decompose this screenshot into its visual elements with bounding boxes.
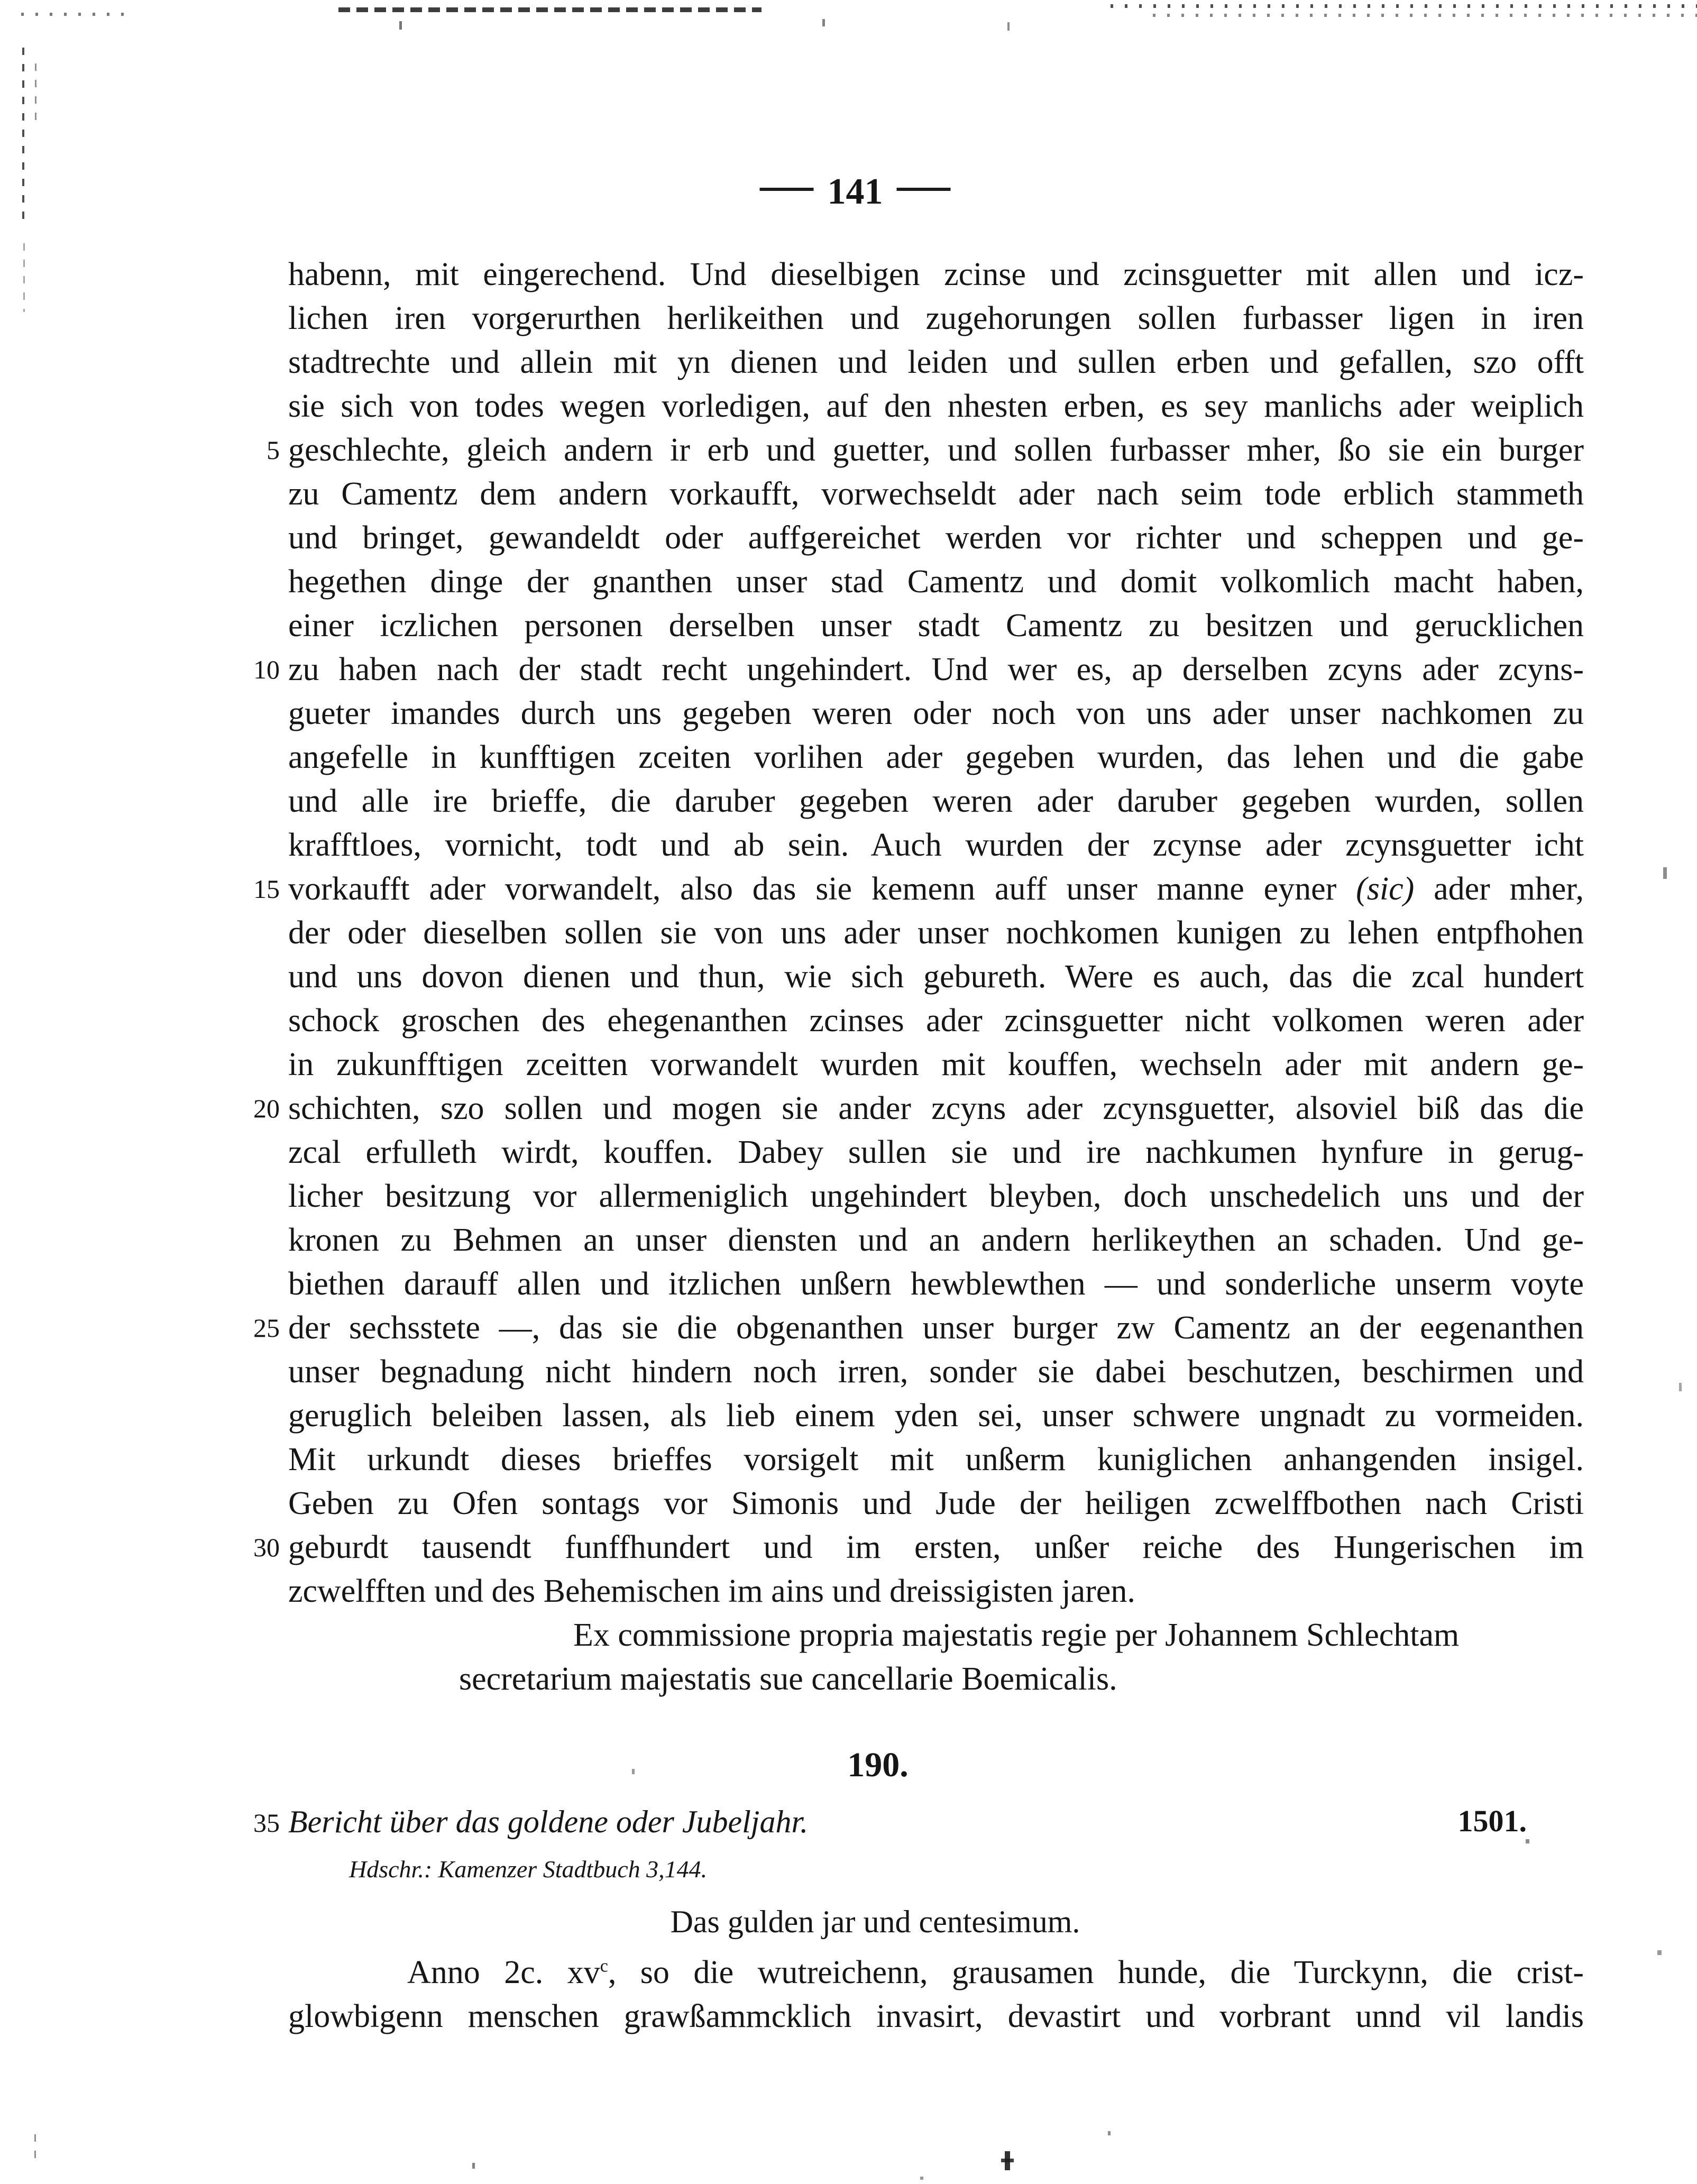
entry-paragraph (288, 1950, 1584, 2038)
line-text: der sechsstete —, das sie die obgenanthen unser burger zw Camentz an der eegenanthen (288, 1310, 1584, 1346)
text-line (288, 823, 1584, 867)
line-text: vorkaufft ader vorwandelt, also das sie kemenn auff unser manne eyner (288, 871, 1356, 907)
scan-artifact (35, 63, 36, 122)
entry-year: 1501. (1457, 1804, 1527, 1838)
text-line (288, 779, 1584, 823)
line-text: lichen iren vorgerurthen herlikeithen und zugehorungen sollen furbasser ligen in iren (288, 300, 1584, 336)
text-line (288, 1218, 1584, 1262)
entry-source: Hdschr.: Kamenzer Stadtbuch 3,144. (349, 1856, 708, 1883)
line-text: zcwelfften und des Behemischen im ains und dreissigisten jaren. (288, 1573, 1135, 1609)
scan-artifact (1111, 4, 1697, 8)
line-text: geburdt tausendt funffhundert und im ersten, unßer reiche des Hungerischen im (288, 1529, 1584, 1565)
line-text: zcal erfulleth wirdt, kouffen. Dabey sullen sie und ire nachkumen hynfure in gerug- (288, 1134, 1584, 1170)
line-text: schock groschen des ehegenanthen zcinses ader zcinsguetter nicht volkomen weren ader (288, 1003, 1584, 1039)
charter-text-block (253, 253, 1584, 1701)
line-text: sie sich von todes wegen vorledigen, auf den nhesten erben, es sey manlichs ader weiplich (288, 388, 1584, 424)
scan-artifact (1007, 22, 1010, 31)
scan-artifact (399, 21, 402, 30)
signature-text: secretarium majestatis sue cancellarie Boemicalis. (459, 1661, 1117, 1697)
page-header (746, 173, 965, 210)
scan-artifact (632, 1769, 635, 1774)
text-line (288, 1262, 1584, 1306)
line-text: Geben zu Ofen sontags vor Simonis und Jude der heiligen zcwelffbothen nach Cristi (288, 1485, 1584, 1521)
text-line (288, 955, 1584, 999)
scan-artifact (34, 2134, 36, 2159)
line-number: 10 (253, 655, 280, 684)
text-line (267, 428, 1584, 472)
text-line (288, 384, 1584, 428)
line-number: 15 (253, 874, 280, 904)
line-text: Anno 2c. xv (407, 1954, 600, 1990)
text-line (288, 1950, 1584, 1994)
text-line (288, 1043, 1584, 1087)
signature-line (288, 1613, 1584, 1657)
scan-artifact (1657, 1950, 1662, 1955)
line-text: in zukunfftigen zceitten vorwandelt wurden mit kouffen, wechseln ader mit andern ge- (288, 1047, 1584, 1082)
entry-heading: 190. (847, 1746, 909, 1784)
line-text: geruglich beleiben lassen, als lieb einem yden sei, unser schwere ungnadt zu vormeiden. (288, 1398, 1584, 1434)
scan-artifact (920, 2177, 923, 2180)
entry-line-number: 35 (253, 1808, 280, 1838)
text-line (253, 1306, 1584, 1350)
line-text: zu haben nach der stadt recht ungehindert. Und wer es, ap derselben zcyns ader zcyns- (288, 651, 1584, 687)
scan-artifact (22, 48, 24, 222)
line-text: kronen zu Behmen an unser diensten und an andern herlikeythen an schaden. Und ge- (288, 1222, 1584, 1258)
scan-artifact (23, 243, 25, 312)
text-line (288, 911, 1584, 955)
text-line (288, 516, 1584, 560)
scan-artifact (1679, 1383, 1682, 1391)
text-line (288, 1994, 1584, 2038)
line-text: zu Camentz dem andern vorkaufft, vorwechseldt ader nach seim tode erblich stammeth (288, 476, 1584, 512)
line-text: und alle ire brieffe, die daruber gegeben weren ader daruber gegeben wurden, sollen (288, 783, 1584, 819)
text-line (253, 867, 1584, 911)
scan-artifact (338, 7, 762, 12)
line-text: und bringet, gewandeldt oder auffgereichet werden vor richter und scheppen und ge- (288, 520, 1584, 556)
text-line (288, 1482, 1584, 1526)
line-number: 25 (253, 1313, 280, 1343)
text-line (288, 999, 1584, 1043)
line-text: geschlechte, gleich andern ir erb und guetter, und sollen furbasser mher, ßo sie ein burger (288, 432, 1584, 468)
line-text: der oder dieselben sollen sie von uns ader unser nochkomen kunigen zu lehen entpfhohen (288, 915, 1584, 951)
header-rule-left (760, 188, 814, 191)
line-text: einer iczlichen personen derselben unser stadt Camentz zu besitzen und gerucklichen (288, 608, 1584, 644)
line-number: 20 (253, 1094, 280, 1123)
line-text: licher besitzung vor allermeniglich ungehindert bleyben, doch unschedelich uns und der (288, 1178, 1584, 1214)
text-line (288, 736, 1584, 779)
line-text: stadtrechte und allein mit yn dienen und leiden und sullen erben und gefallen, szo offt (288, 344, 1584, 380)
scan-artifact (21, 13, 132, 16)
signature-line (288, 1657, 1584, 1701)
line-number: 5 (267, 435, 280, 465)
text-line (288, 1350, 1584, 1394)
line-text: hegethen dinge der gnanthen unser stad Camentz und domit volkomlich macht haben, (288, 564, 1584, 600)
line-text: , so die wutreichenn, grausamen hunde, die Turckynn, die crist- (608, 1954, 1584, 1990)
text-line (288, 1131, 1584, 1174)
header-rule-right (897, 188, 951, 191)
text-line (288, 1174, 1584, 1218)
line-text: habenn, mit eingerechend. Und dieselbigen zcinse und zcinsguetter mit allen und icz- (288, 256, 1584, 292)
text-line (288, 253, 1584, 297)
line-text: und uns dovon dienen und thun, wie sich gebureth. Were es auch, das die zcal hundert (288, 959, 1584, 995)
line-text: Mit urkundt dieses brieffes vorsigelt mit unßerm kuniglichen anhangenden insigel. (288, 1442, 1584, 1478)
scan-artifact (822, 19, 825, 26)
line-text: ader mher, (1414, 871, 1584, 907)
sic-marker: (sic) (1356, 871, 1415, 907)
line-number: 30 (253, 1533, 280, 1562)
text-line (288, 692, 1584, 736)
text-line (288, 1394, 1584, 1438)
line-text: angefelle in kunfftigen zceiten vorlihen ader gegeben wurden, das lehen und die gabe (288, 739, 1584, 775)
text-line (288, 472, 1584, 516)
line-text: krafftloes, vornicht, todt und ab sein. Auch wurden der zcynse ader zcynsguetter icht (288, 827, 1584, 863)
text-line (288, 604, 1584, 648)
scan-artifact (1153, 14, 1697, 17)
text-line (253, 1526, 1584, 1570)
signature-text: Ex commissione propria majestatis regie per Johannem Schlechtam (573, 1617, 1460, 1653)
scan-artifact (1526, 1839, 1529, 1843)
scan-artifact (1108, 2131, 1111, 2135)
superscript-c: c (600, 1956, 608, 1976)
line-text: schichten, szo sollen und mogen sie ander zcyns ader zcynsguetter, alsoviel biß das die (288, 1090, 1584, 1126)
line-text: glowbigenn menschen grawßammcklich invasirt, devastirt und vorbrant unnd vil landis (288, 1998, 1584, 2034)
text-line (288, 341, 1584, 384)
text-line (253, 648, 1584, 692)
scan-artifact (1001, 2159, 1014, 2162)
page-number: 141 (827, 171, 883, 212)
text-line (253, 1087, 1584, 1131)
text-line (288, 560, 1584, 604)
entry-title: Bericht über das goldene oder Jubeljahr. (288, 1804, 809, 1839)
scan-artifact (1663, 867, 1667, 879)
scan-artifact (472, 2163, 475, 2169)
entry-title-row (253, 1804, 1584, 1839)
text-line (288, 1570, 1584, 1613)
line-text: unser begnadung nicht hindern noch irren, sonder sie dabei beschutzen, beschirmen und (288, 1354, 1584, 1390)
line-text: gueter imandes durch uns gegeben weren oder noch von uns ader unser nachkomen zu (288, 695, 1584, 731)
line-text: biethen darauff allen und itzlichen unßern hewblewthen — und sonderliche unserm voyte (288, 1266, 1584, 1302)
text-line (288, 1438, 1584, 1482)
entry-subtitle: Das gulden jar und centesimum. (670, 1904, 1080, 1939)
text-line (288, 297, 1584, 341)
